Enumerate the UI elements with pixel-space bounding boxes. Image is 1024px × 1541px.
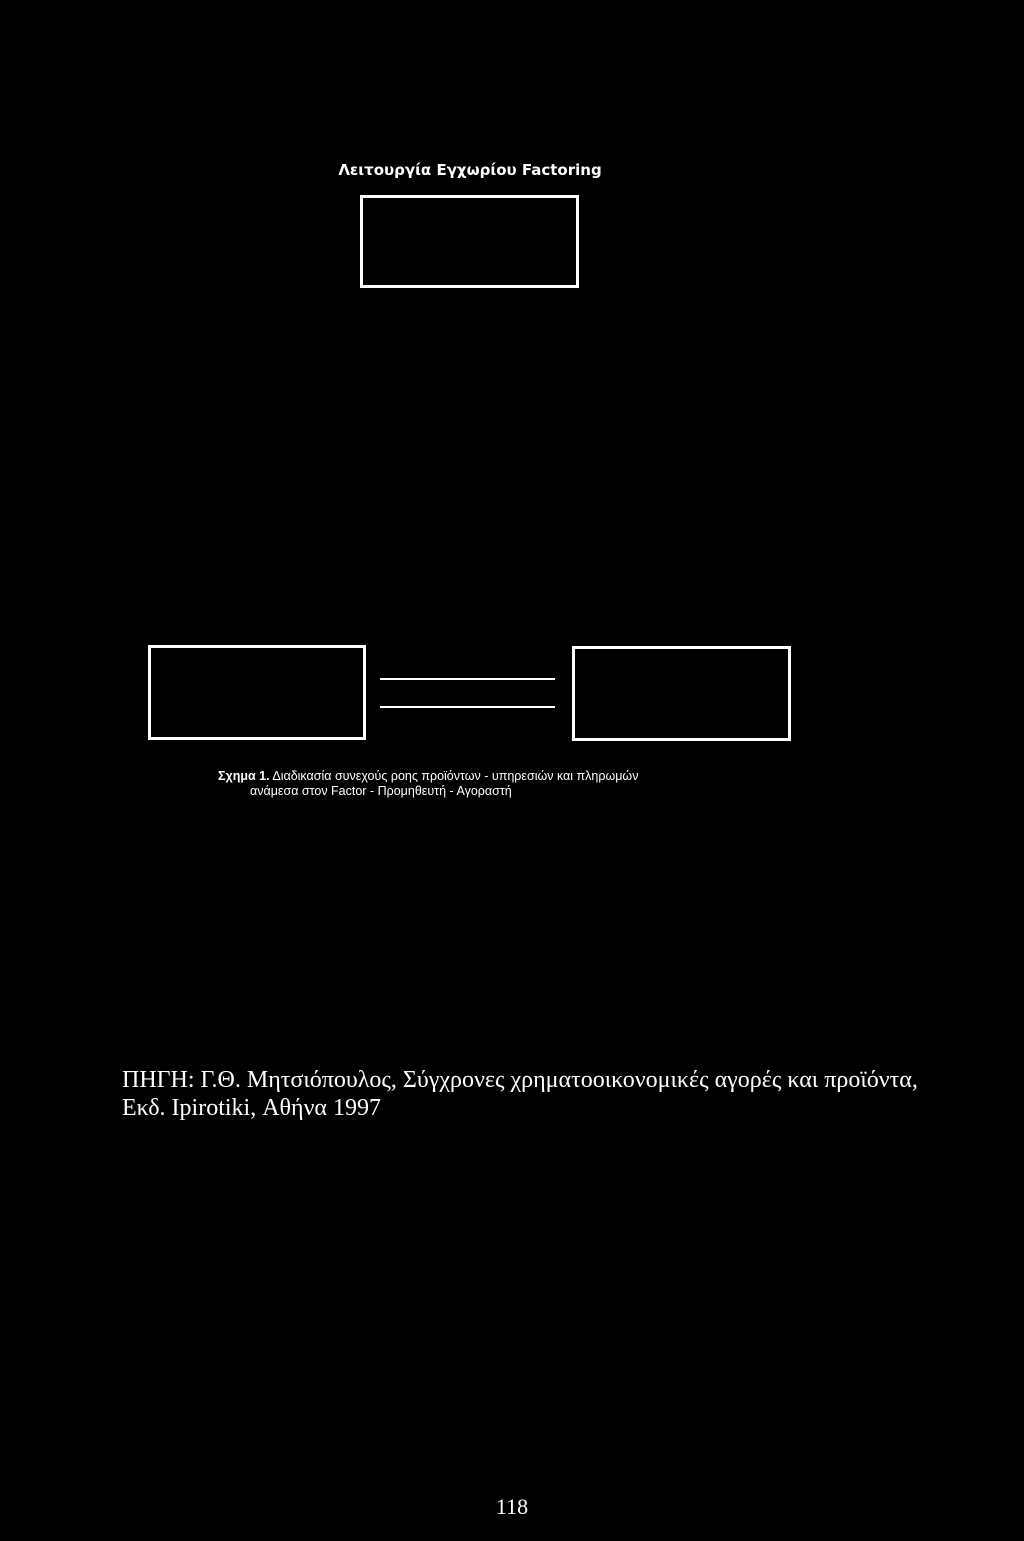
supplier-box [148,645,366,740]
connector-line-upper [380,678,555,680]
source-line-1: ΠΗΓΗ: Γ.Θ. Μητσιόπουλος, Σύγχρονες χρηματοοικονομικές αγορές και προϊόντα, [122,1067,918,1093]
buyer-box [572,646,791,741]
connector-line-lower [380,706,555,708]
source-citation [122,1066,1002,1122]
caption-line-2: ανάμεσα στον Factor - Προμηθευτή - Αγοραστή [250,784,512,798]
figure-caption [218,769,778,799]
page-number: 118 [495,1494,529,1519]
figure-label: Σχημα 1. [218,769,270,783]
diagram-title: Λειτουργία Εγχωρίου Factoring [338,161,602,179]
caption-text-1: Διαδικασία συνεχούς ροης προϊόντων - υπηρεσιών και πληρωμών [269,769,639,783]
caption-line-1 [218,769,778,784]
factor-box [360,195,579,288]
source-line-2: Εκδ. Ipirotiki, Αθήνα 1997 [122,1095,381,1121]
